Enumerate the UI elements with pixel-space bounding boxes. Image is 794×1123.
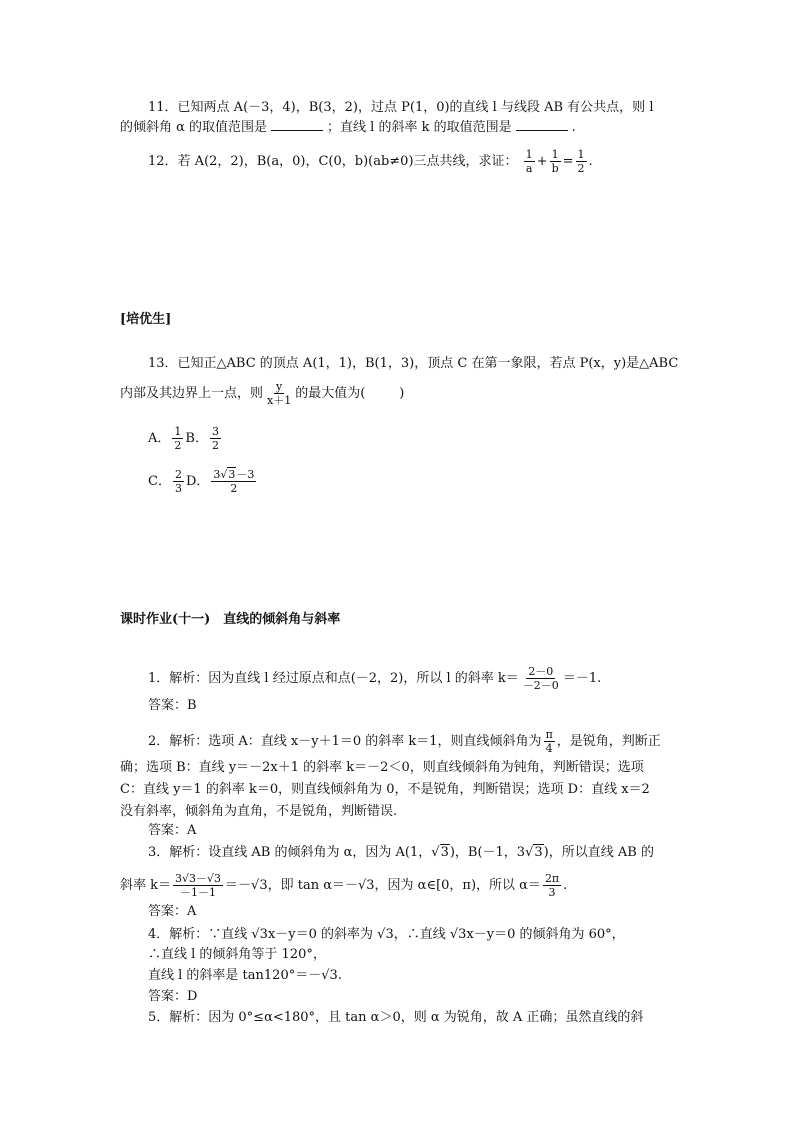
- option-c-frac: [173, 468, 184, 495]
- q12-frac-2: [550, 148, 561, 175]
- a3-line1-b: )，B(－1，3: [449, 845, 526, 860]
- q13-line2-c: ): [399, 386, 405, 401]
- a1-text: 1．解析：因为直线 l 经过原点和点(－2，2)，所以 l 的斜率 k＝: [148, 671, 519, 686]
- option-d-frac: [211, 468, 256, 495]
- q13-frac: [265, 380, 293, 407]
- q13-line2: [120, 380, 404, 407]
- option-d-num-sqrt: 3: [228, 468, 236, 481]
- a1-answer: 答案：B: [148, 698, 197, 713]
- q11-blank-1: [271, 118, 323, 131]
- q11-line2-c: .: [571, 120, 576, 135]
- option-a-label: A．: [148, 431, 171, 446]
- a4-line2: ∴直线 l 的倾斜角等于 120°，: [148, 947, 326, 962]
- a3-frac-2-num: 2π: [544, 872, 560, 885]
- a2-frac: [544, 728, 555, 755]
- a2-line1: [148, 728, 661, 755]
- option-c-num: 2: [174, 468, 182, 481]
- option-b-frac: [210, 425, 221, 452]
- a3-line1: 3．解析：设直线 AB 的倾斜角为 α，因为 A(1，√3)，B(－1，3√3)，所以直线 AB 的: [148, 845, 654, 860]
- option-d-num-a: 3: [213, 468, 221, 481]
- a3-sqrt-2: 3: [534, 845, 543, 860]
- q13-line2-b: 的最大值为(: [295, 386, 366, 401]
- q13-options-cd: [148, 468, 258, 495]
- a4-line3: 直线 l 的斜率是 tan120°＝－√3.: [148, 968, 342, 983]
- q12-frac-1: [524, 148, 535, 175]
- q12-frac-3-num: 1: [577, 148, 585, 161]
- a2-frac-den: 4: [545, 742, 553, 755]
- q12-eq: =: [562, 154, 574, 169]
- a3-line2-b: ＝－√3，即 tan α＝－√3，因为 α∈[0，π)，所以 α＝: [225, 878, 541, 893]
- a1-line: [148, 665, 601, 692]
- q13-line2-a: 内部及其边界上一点，则: [120, 386, 264, 401]
- option-c-label: C．: [148, 474, 171, 489]
- a4-line1: 4．解析：∵直线 √3x－y＝0 的斜率为 √3，∴直线 √3x－y＝0 的倾斜角为 60°，: [148, 927, 625, 942]
- q13-options-ab: [148, 425, 223, 452]
- q12-line: [148, 148, 593, 175]
- a1-frac-den: －2－0: [522, 679, 559, 692]
- a3-line2: [120, 872, 567, 899]
- option-d-den: 2: [230, 482, 238, 495]
- a2-line3: C：直线 y＝1 的斜率 k＝0，则直线倾斜角为 0，不是锐角，判断错误；选项 D：直线 x＝2: [120, 782, 650, 797]
- q11-line2-a: 的倾斜角 α 的取值范围是: [120, 120, 268, 135]
- a2-line1-b: ，是锐角，判断正: [556, 734, 661, 749]
- a3-sqrt-1: 3: [440, 845, 449, 860]
- q12-text: 12．若 A(2，2)，B(a，0)，C(0，b)(ab≠0)三点共线，求证：: [148, 154, 518, 169]
- option-b-label: B．: [185, 431, 208, 446]
- a3-frac-1-den: －1－1: [180, 886, 217, 899]
- a2-answer: 答案：A: [148, 823, 197, 838]
- q12-frac-1-num: 1: [525, 148, 533, 161]
- q11-line1: 11．已知两点 A(－3，4)，B(3，2)，过点 P(1，0)的直线 l 与线段 AB 有公共点，则 l: [148, 100, 654, 115]
- a5-line1: 5．解析：因为 0°≤α<180°，且 tan α＞0，则 α 为锐角，故 A 正确；虽然直线的斜: [148, 1010, 644, 1025]
- q13-line1: 13．已知正△ABC 的顶点 A(1，1)，B(1，3)，顶点 C 在第一象限，若点 P(x，y)是△ABC: [148, 356, 679, 371]
- option-a-num: 1: [174, 425, 182, 438]
- q13-frac-den: x＋1: [267, 394, 292, 407]
- a2-line1-a: 2．解析：选项 A：直线 x－y＋1＝0 的斜率 k＝1，则直线倾斜角为: [148, 734, 542, 749]
- section-title: [培优生]: [120, 312, 172, 327]
- q12-frac-3: [576, 148, 587, 175]
- option-a-frac: [172, 425, 183, 452]
- q12-frac-2-den: b: [551, 162, 559, 175]
- a1-frac: [521, 665, 561, 692]
- option-a-den: 2: [174, 439, 182, 452]
- option-d-label: D．: [185, 474, 210, 489]
- q12-frac-1-den: a: [525, 162, 533, 175]
- a1-frac-num: 2－0: [528, 665, 554, 678]
- a1-end: ＝－1.: [562, 671, 602, 686]
- a3-line2-c: .: [563, 878, 568, 893]
- answers-title: 课时作业(十一) 直线的倾斜角与斜率: [120, 612, 341, 627]
- a2-frac-num: π: [545, 728, 553, 741]
- q12-frac-3-den: 2: [577, 162, 585, 175]
- a3-answer: 答案：A: [148, 904, 197, 919]
- q12-frac-2-num: 1: [551, 148, 559, 161]
- a3-frac-1: [173, 872, 223, 899]
- a2-line2: 确；选项 B：直线 y＝－2x＋1 的斜率 k＝－2＜0，则直线倾斜角为钝角，判断错误；选项: [120, 760, 644, 775]
- a4-answer: 答案：D: [148, 989, 198, 1004]
- a3-line2-a: 斜率 k＝: [120, 878, 172, 893]
- a2-line4: 没有斜率，倾斜角为直角，不是锐角，判断错误.: [120, 804, 398, 819]
- q13-frac-num: y: [276, 380, 283, 393]
- option-b-den: 2: [211, 439, 219, 452]
- a3-line1-c: )，所以直线 AB 的: [543, 845, 654, 860]
- a3-frac-2-den: 3: [548, 886, 556, 899]
- q11-blank-2: [516, 118, 568, 131]
- q12-plus: +: [536, 154, 548, 169]
- option-b-num: 3: [211, 425, 219, 438]
- a3-line1-a: 3．解析：设直线 AB 的倾斜角为 α，因为 A(1，: [148, 845, 432, 860]
- option-d-num-b: －3: [236, 468, 255, 481]
- q11-line2: [120, 118, 576, 138]
- option-c-den: 3: [174, 482, 182, 495]
- a3-frac-1-num: 3√3－√3: [175, 872, 222, 885]
- q11-line2-b: ；直线 l 的斜率 k 的取值范围是: [327, 120, 512, 135]
- option-d-num: 3√3－3: [213, 468, 255, 481]
- a3-frac-2: [543, 872, 561, 899]
- q12-end: .: [588, 154, 593, 169]
